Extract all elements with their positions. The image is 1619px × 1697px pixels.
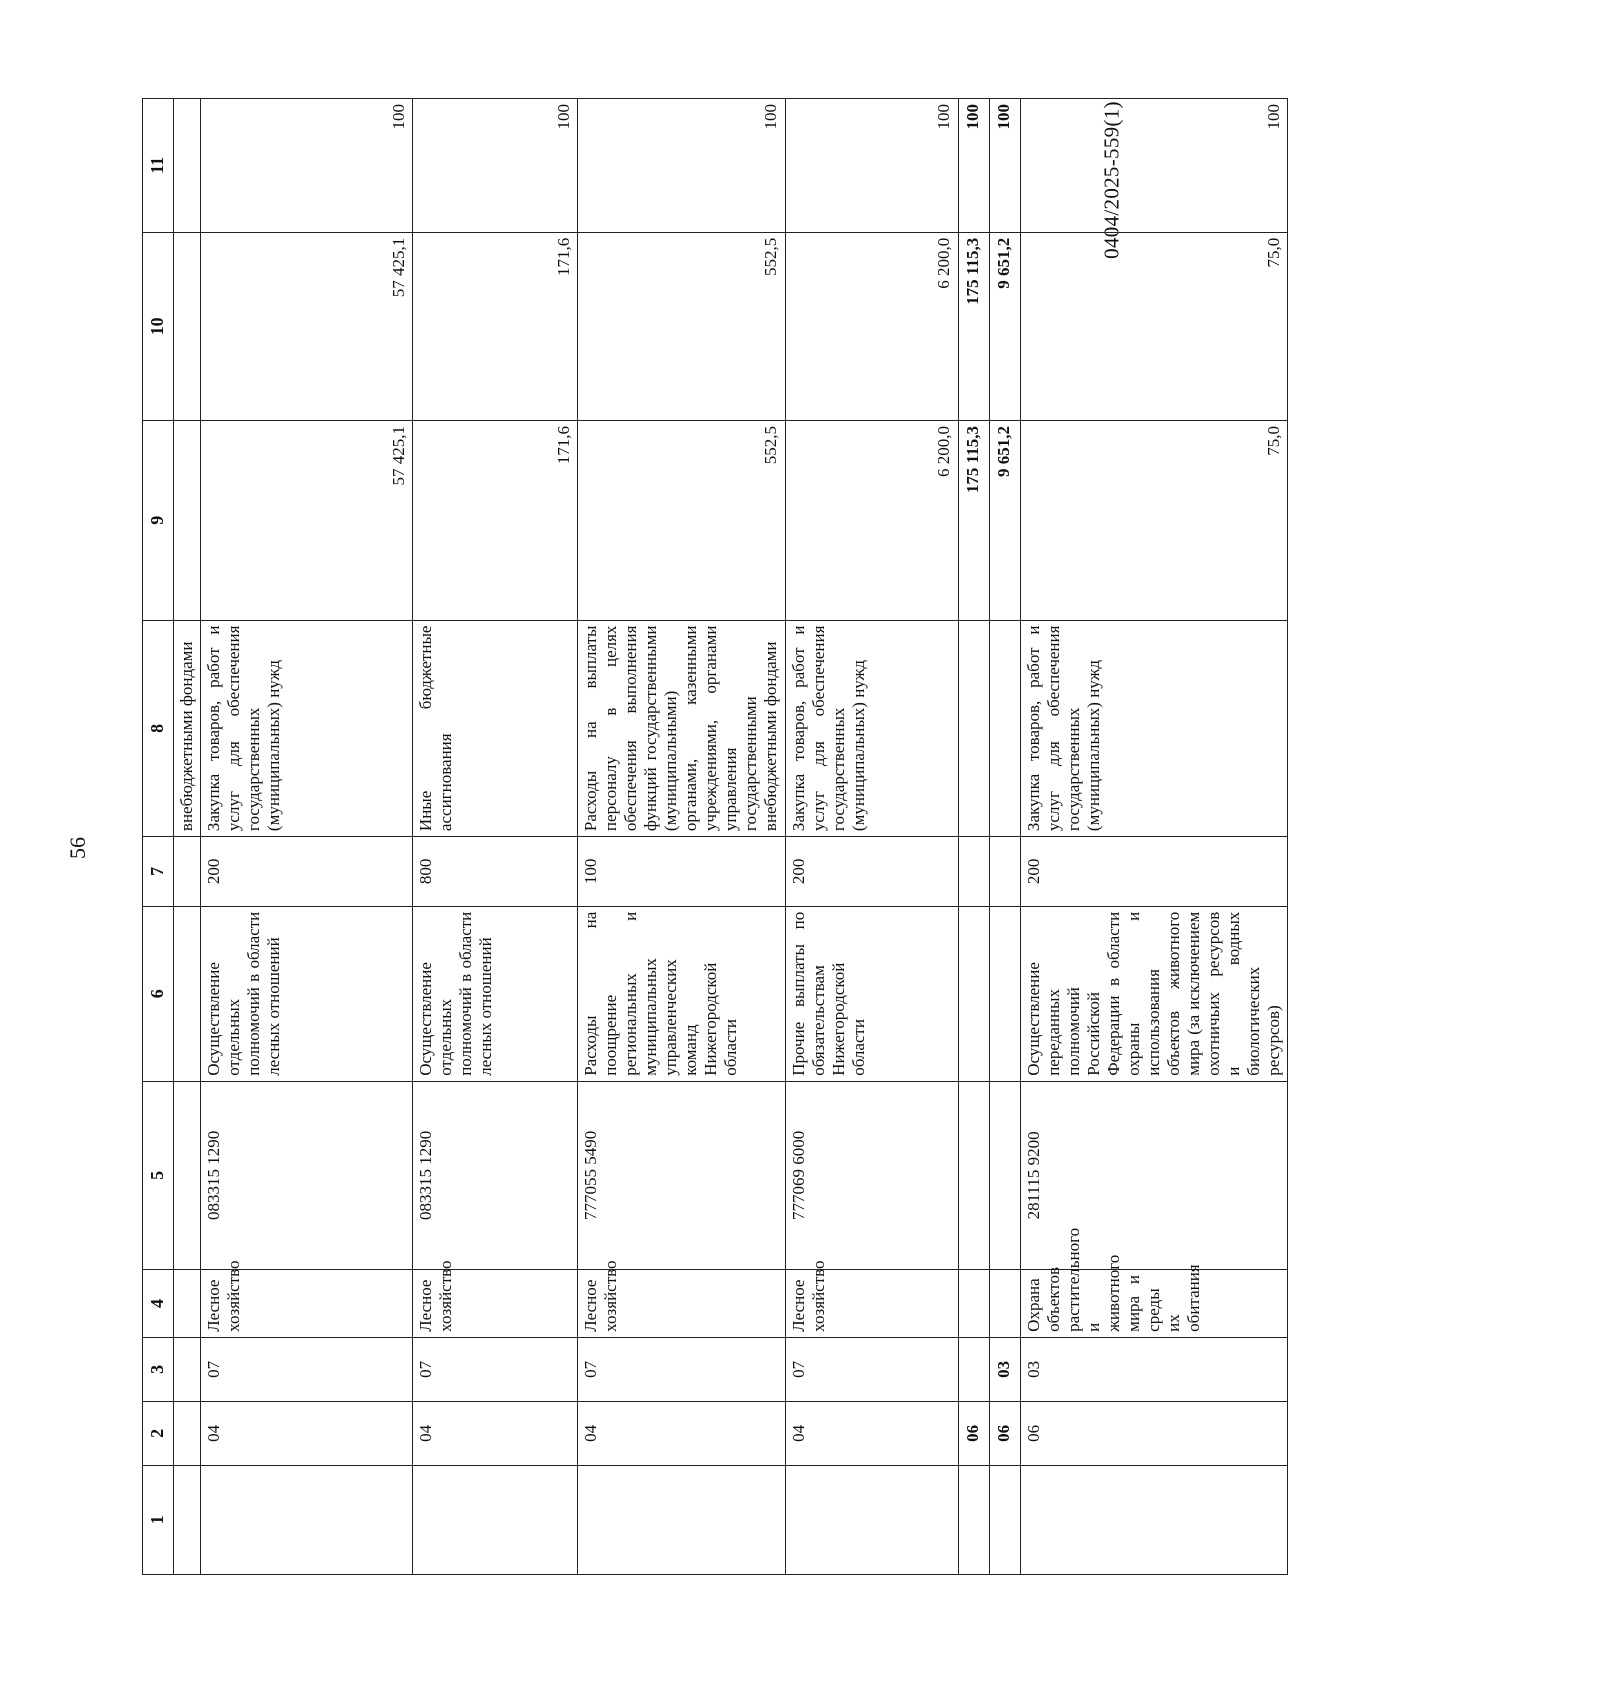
cell-col-9: 6 200,0 bbox=[785, 421, 958, 621]
cell-col-8: Закупка товаров, работ и услуг для обеспечения государственных (муниципальных) нужд bbox=[1020, 620, 1288, 837]
cell-col-7 bbox=[174, 837, 201, 907]
cell-col-1 bbox=[1020, 1465, 1288, 1574]
cell-col-9: 171,6 bbox=[413, 421, 578, 621]
cell-col-11: 100 bbox=[989, 99, 1020, 233]
cell-col-6: Прочие выплаты по обязательствам Нижегородской области bbox=[785, 906, 958, 1081]
table-row bbox=[785, 99, 958, 1575]
cell-col-4 bbox=[174, 1270, 201, 1338]
cell-col-5: 777055 5490 bbox=[578, 1081, 785, 1269]
cell-col-11: 100 bbox=[413, 99, 578, 233]
cell-col-9: 75,0 bbox=[1020, 421, 1288, 621]
column-header-6: 6 bbox=[143, 906, 174, 1081]
cell-col-3: 07 bbox=[785, 1337, 958, 1401]
cell-col-3: 07 bbox=[413, 1337, 578, 1401]
cell-col-6: Расходы на поощрение региональных и муниципальных управленческих команд Нижегородской области bbox=[578, 906, 785, 1081]
cell-col-7: 200 bbox=[201, 837, 413, 907]
column-header-1: 1 bbox=[143, 1465, 174, 1574]
cell-col-2: 04 bbox=[578, 1401, 785, 1465]
column-header-9: 9 bbox=[143, 421, 174, 621]
cell-col-8: Расходы на выплаты персоналу в целях обеспечения выполнения функций государственными (муниципальными) органами, казенными учреждениями, органами управления государственными внебюджетными фондами bbox=[578, 620, 785, 837]
cell-col-1 bbox=[989, 1465, 1020, 1574]
cell-col-8: Закупка товаров, работ и услуг для обеспечения государственных (муниципальных) нужд bbox=[785, 620, 958, 837]
cell-col-3: 07 bbox=[201, 1337, 413, 1401]
cell-col-11: 100 bbox=[578, 99, 785, 233]
cell-col-4: Лесное хозяйство bbox=[201, 1270, 413, 1338]
cell-col-4 bbox=[989, 1270, 1020, 1338]
cell-col-9 bbox=[174, 421, 201, 621]
cell-col-1 bbox=[578, 1465, 785, 1574]
cell-col-8 bbox=[958, 620, 989, 837]
cell-col-5: 777069 6000 bbox=[785, 1081, 958, 1269]
budget-table bbox=[142, 98, 1288, 1575]
cell-col-11: 100 bbox=[785, 99, 958, 233]
column-header-8: 8 bbox=[143, 620, 174, 837]
cell-col-9: 552,5 bbox=[578, 421, 785, 621]
cell-col-10: 57 425,1 bbox=[201, 232, 413, 420]
cell-col-10: 552,5 bbox=[578, 232, 785, 420]
column-header-3: 3 bbox=[143, 1337, 174, 1401]
cell-col-5: 083315 1290 bbox=[413, 1081, 578, 1269]
table-row bbox=[989, 99, 1020, 1575]
cell-col-4: Охрана объектов растительного и животного мира и среды их обитания bbox=[1020, 1270, 1288, 1338]
cell-col-11: 100 bbox=[201, 99, 413, 233]
column-header-4: 4 bbox=[143, 1270, 174, 1338]
cell-col-8: внебюджетными фондами bbox=[174, 620, 201, 837]
cell-col-9: 9 651,2 bbox=[989, 421, 1020, 621]
cell-col-2: 04 bbox=[785, 1401, 958, 1465]
cell-col-3 bbox=[958, 1337, 989, 1401]
cell-col-5: 083315 1290 bbox=[201, 1081, 413, 1269]
cell-col-1 bbox=[174, 1465, 201, 1574]
cell-col-11 bbox=[174, 99, 201, 233]
cell-col-3: 03 bbox=[1020, 1337, 1288, 1401]
table-body bbox=[174, 99, 1288, 1575]
cell-col-2: 06 bbox=[958, 1401, 989, 1465]
cell-col-3 bbox=[174, 1337, 201, 1401]
column-header-11: 11 bbox=[143, 99, 174, 233]
cell-col-8 bbox=[989, 620, 1020, 837]
cell-col-2: 04 bbox=[413, 1401, 578, 1465]
cell-col-8: Закупка товаров, работ и услуг для обеспечения государственных (муниципальных) нужд bbox=[201, 620, 413, 837]
cell-col-7 bbox=[989, 837, 1020, 907]
table-row bbox=[958, 99, 989, 1575]
cell-col-4: Лесное хозяйство bbox=[413, 1270, 578, 1338]
table-row bbox=[174, 99, 201, 1575]
column-header-5: 5 bbox=[143, 1081, 174, 1269]
cell-col-5 bbox=[958, 1081, 989, 1269]
cell-col-2: 06 bbox=[989, 1401, 1020, 1465]
cell-col-6 bbox=[174, 906, 201, 1081]
cell-col-2: 06 bbox=[1020, 1401, 1288, 1465]
header-row bbox=[143, 99, 174, 1575]
cell-col-4: Лесное хозяйство bbox=[578, 1270, 785, 1338]
cell-col-6: Осуществление переданных полномочий Российской Федерации в области охраны и использования объектов животного мира (за исключением охотничьих ресурсов и водных биологических ресурсов) bbox=[1020, 906, 1288, 1081]
cell-col-6: Осуществление отдельных полномочий в области лесных отношений bbox=[201, 906, 413, 1081]
cell-col-7: 200 bbox=[785, 837, 958, 907]
column-header-7: 7 bbox=[143, 837, 174, 907]
cell-col-10: 6 200,0 bbox=[785, 232, 958, 420]
cell-col-4 bbox=[958, 1270, 989, 1338]
cell-col-11: 100 bbox=[958, 99, 989, 233]
cell-col-7: 200 bbox=[1020, 837, 1288, 907]
column-header-2: 2 bbox=[143, 1401, 174, 1465]
cell-col-3: 07 bbox=[578, 1337, 785, 1401]
cell-col-1 bbox=[785, 1465, 958, 1574]
cell-col-2: 04 bbox=[201, 1401, 413, 1465]
cell-col-10: 9 651,2 bbox=[989, 232, 1020, 420]
cell-col-3: 03 bbox=[989, 1337, 1020, 1401]
cell-col-9: 175 115,3 bbox=[958, 421, 989, 621]
cell-col-6 bbox=[989, 906, 1020, 1081]
cell-col-10: 75,0 bbox=[1020, 232, 1288, 420]
cell-col-2 bbox=[174, 1401, 201, 1465]
cell-col-9: 57 425,1 bbox=[201, 421, 413, 621]
cell-col-8: Иные бюджетные ассигнования bbox=[413, 620, 578, 837]
cell-col-1 bbox=[201, 1465, 413, 1574]
table-row bbox=[578, 99, 785, 1575]
cell-col-7: 100 bbox=[578, 837, 785, 907]
cell-col-4: Лесное хозяйство bbox=[785, 1270, 958, 1338]
table-row bbox=[201, 99, 413, 1575]
cell-col-5 bbox=[989, 1081, 1020, 1269]
cell-col-11: 100 bbox=[1020, 99, 1288, 233]
cell-col-1 bbox=[413, 1465, 578, 1574]
cell-col-10: 175 115,3 bbox=[958, 232, 989, 420]
column-header-10: 10 bbox=[143, 232, 174, 420]
cell-col-7: 800 bbox=[413, 837, 578, 907]
table-row bbox=[1020, 99, 1288, 1575]
cell-col-10 bbox=[174, 232, 201, 420]
cell-col-7 bbox=[958, 837, 989, 907]
cell-col-10: 171,6 bbox=[413, 232, 578, 420]
table-container bbox=[142, 98, 1619, 1525]
table-row bbox=[413, 99, 578, 1575]
cell-col-5: 281115 9200 bbox=[1020, 1081, 1288, 1269]
cell-col-5 bbox=[174, 1081, 201, 1269]
cell-col-1 bbox=[958, 1465, 989, 1574]
cell-col-6: Осуществление отдельных полномочий в области лесных отношений bbox=[413, 906, 578, 1081]
cell-col-6 bbox=[958, 906, 989, 1081]
page-number: 56 bbox=[65, 837, 90, 859]
document-id: 0404/2025-559(1) bbox=[1099, 101, 1124, 259]
